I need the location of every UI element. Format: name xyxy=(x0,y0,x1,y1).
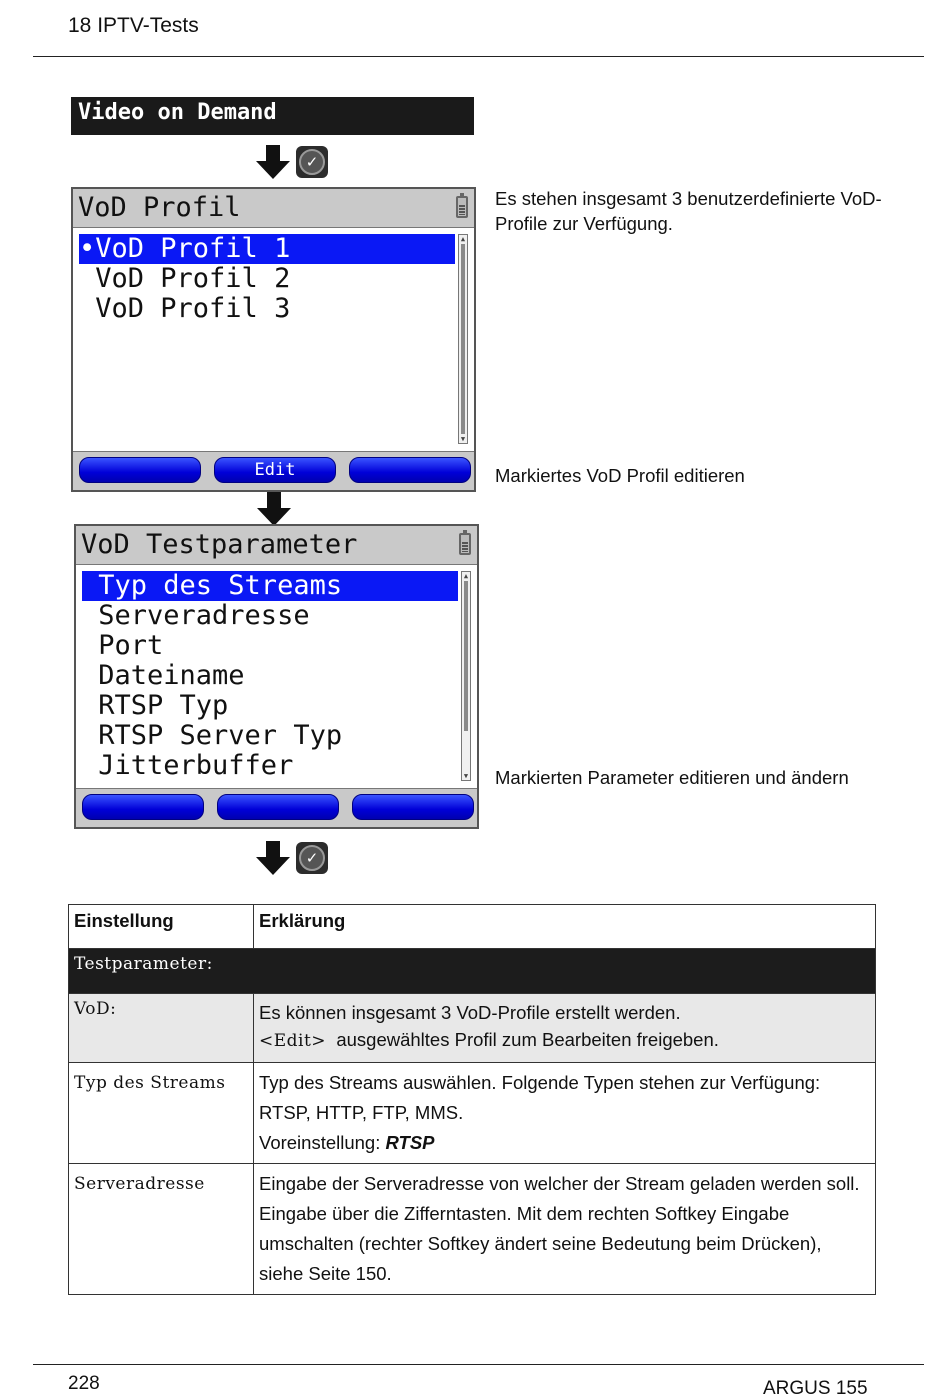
menu-item-jitterbuffer[interactable]: Jitterbuffer xyxy=(82,750,294,781)
scrollbar-thumb[interactable] xyxy=(464,581,468,731)
description-param: Markierten Parameter editieren und ändern xyxy=(495,767,849,788)
screen-title-text: VoD Testparameter xyxy=(81,529,358,560)
down-arrow-icon xyxy=(256,145,290,179)
scrollbar[interactable] xyxy=(458,234,468,444)
menu-item-rtsp-server-typ[interactable]: RTSP Server Typ xyxy=(82,720,343,751)
menu-item-vod-profil-2[interactable]: VoD Profil 2 xyxy=(79,263,291,294)
down-arrow-icon xyxy=(256,841,290,875)
scroll-down-icon[interactable]: ▼ xyxy=(460,435,466,443)
softkey-bar xyxy=(73,451,474,490)
explanation-line xyxy=(259,1026,870,1055)
table-row xyxy=(69,1063,876,1164)
down-arrow-icon xyxy=(257,492,291,526)
menu-item-serveradresse[interactable]: Serveradresse xyxy=(82,600,310,631)
softkey-right[interactable] xyxy=(349,457,471,483)
explanation-line: Es können insgesamt 3 VoD-Profile erstellt werden. xyxy=(259,1002,681,1023)
check-key-icon: ✓ xyxy=(296,146,328,178)
softkey-bar xyxy=(76,788,477,827)
menu-item-dateiname[interactable]: Dateiname xyxy=(82,660,245,691)
softkey-edit[interactable]: Edit xyxy=(214,457,336,483)
table-section-row xyxy=(69,949,876,994)
product-name: ARGUS 155 xyxy=(763,1378,868,1399)
code-edit: <Edit> xyxy=(259,1031,327,1051)
scrollbar[interactable] xyxy=(461,571,471,781)
battery-icon xyxy=(459,533,471,555)
scroll-up-icon[interactable]: ▲ xyxy=(463,572,469,580)
screen-title xyxy=(76,526,477,565)
settings-table xyxy=(68,904,876,1295)
check-key-icon: ✓ xyxy=(296,842,328,874)
scroll-down-icon[interactable]: ▼ xyxy=(463,772,469,780)
table-header-row xyxy=(69,905,876,949)
description-edit: Markiertes VoD Profil editieren xyxy=(495,465,745,486)
navigation-hint-1 xyxy=(256,145,328,179)
table-cell-explanation: Eingabe der Serveradresse von welcher der Stream geladen werden soll. Eingabe über die Zifferntasten. Mit dem rechten Softkey Eingabe umschalten (rechter Softkey ändert seine Bedeutung beim Drücken), siehe Seite 150. xyxy=(254,1164,876,1295)
table-cell-setting: VoD: xyxy=(69,994,254,1063)
table-header-erklaerung: Erklärung xyxy=(254,905,876,949)
description-profiles: Es stehen insgesamt 3 benutzerdefinierte VoD-Profile zur Verfügung. xyxy=(495,188,882,234)
page-header-title: 18 IPTV-Tests xyxy=(68,14,199,37)
header-rule xyxy=(33,56,924,57)
explanation-line: Typ des Streams auswählen. Folgende Typen stehen zur Verfügung: RTSP, HTTP, FTP, MMS. xyxy=(259,1072,821,1123)
softkey-left[interactable] xyxy=(82,794,204,820)
screen-title xyxy=(73,189,474,228)
device-screen-vod-testparameter xyxy=(74,524,479,829)
menu-item-vod-profil-1[interactable]: •VoD Profil 1 xyxy=(79,234,455,264)
table-cell-explanation xyxy=(254,994,876,1063)
menu-item-vod-profil-3[interactable]: VoD Profil 3 xyxy=(79,293,291,324)
table-cell-setting: Serveradresse xyxy=(69,1164,254,1295)
table-cell-setting: Typ des Streams xyxy=(69,1063,254,1164)
menu-item-rtsp-typ[interactable]: RTSP Typ xyxy=(82,690,229,721)
scroll-up-icon[interactable]: ▲ xyxy=(460,235,466,243)
table-header-einstellung: Einstellung xyxy=(69,905,254,949)
table-row xyxy=(69,994,876,1063)
page-number: 228 xyxy=(68,1373,100,1394)
device-screen-vod-profil xyxy=(71,187,476,492)
menu-banner-video-on-demand[interactable]: Video on Demand xyxy=(71,97,474,135)
menu-item-port[interactable]: Port xyxy=(82,630,164,661)
screen-title-text: VoD Profil xyxy=(78,192,241,223)
softkey-middle[interactable] xyxy=(217,794,339,820)
scrollbar-thumb[interactable] xyxy=(461,244,465,434)
default-value: RTSP xyxy=(385,1132,435,1153)
table-section-testparameter: Testparameter: xyxy=(69,949,876,994)
table-row xyxy=(69,1164,876,1295)
menu-item-typ-des-streams[interactable]: Typ des Streams xyxy=(82,571,458,601)
navigation-hint-2 xyxy=(256,841,328,875)
battery-icon xyxy=(456,196,468,218)
table-cell-explanation xyxy=(254,1063,876,1164)
softkey-right[interactable] xyxy=(352,794,474,820)
explanation-text: ausgewähltes Profil zum Bearbeiten freigeben. xyxy=(336,1029,719,1050)
default-label: Voreinstellung: xyxy=(259,1132,381,1153)
softkey-left[interactable] xyxy=(79,457,201,483)
footer-rule xyxy=(33,1364,924,1365)
explanation-line xyxy=(259,1128,870,1158)
